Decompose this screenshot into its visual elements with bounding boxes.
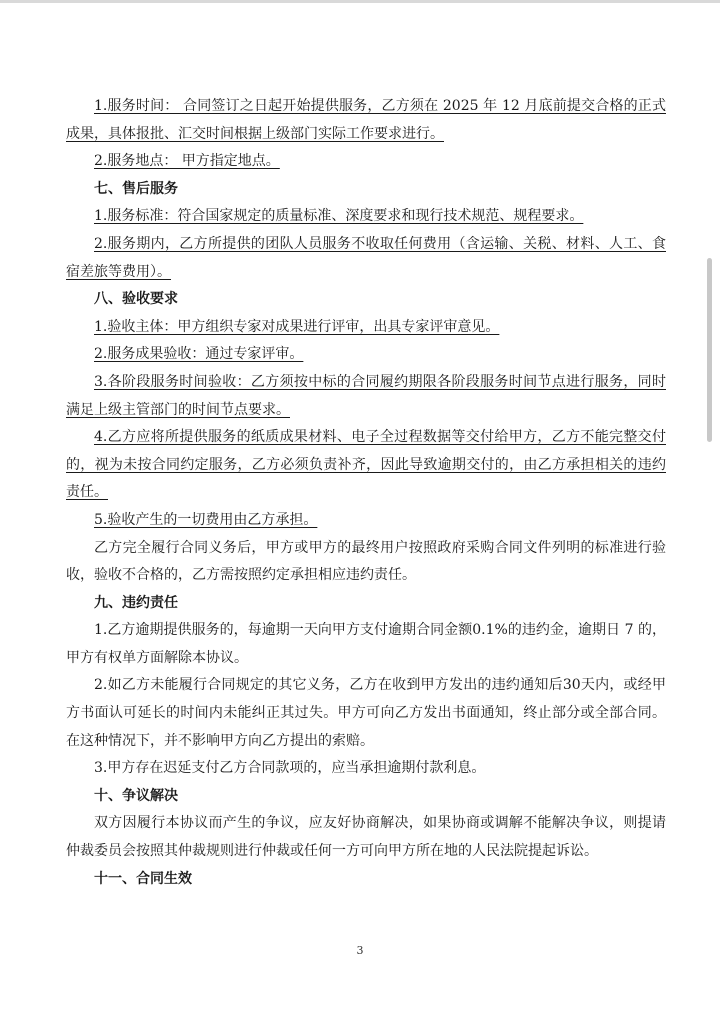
- paragraph: [66, 672, 666, 755]
- paragraph: [66, 424, 666, 507]
- paragraph: [66, 369, 666, 424]
- paragraph: [66, 507, 666, 535]
- section-heading-text: 九、违约责任: [94, 594, 178, 611]
- paragraph: [66, 231, 666, 286]
- paragraph: [66, 755, 666, 783]
- document-body: [66, 93, 666, 893]
- paragraph: [66, 617, 666, 672]
- paragraph: [66, 203, 666, 231]
- paragraph-text: 3.各阶段服务时间验收：乙方须按中标的合同履约期限各阶段服务时间节点进行服务，同时满足上级主管部门的时间节点要求。: [66, 373, 666, 418]
- paragraph: [66, 314, 666, 342]
- paragraph: [66, 341, 666, 369]
- section-heading-text: 八、验收要求: [94, 291, 178, 308]
- paragraph-text: 5.验收产生的一切费用由乙方承担。: [94, 511, 318, 528]
- paragraph: [66, 93, 666, 148]
- paragraph-text: 4.乙方应将所提供服务的纸质成果材料、电子全过程数据等交付给甲方，乙方不能完整交付的，视为未按合同约定服务，乙方必须负责补齐，因此导致逾期交付的，由乙方承担相关的违约责任。: [66, 429, 666, 501]
- paragraph-text: 1.服务时间： 合同签订之日起开始提供服务，乙方须在 2025 年 12 月底前提交合格的正式成果，具体报批、汇交时间根据上级部门实际工作要求进行。: [66, 98, 666, 142]
- paragraph-text: 2.服务成果验收：通过专家评审。: [94, 346, 304, 363]
- top-border: [0, 0, 720, 3]
- paragraph-text: 3.甲方存在迟延支付乙方合同款项的，应当承担逾期付款利息。: [94, 760, 486, 777]
- scrollbar-thumb[interactable]: [707, 258, 712, 442]
- paragraph-text: 乙方完全履行合同义务后，甲方或甲方的最终用户按照政府采购合同文件列明的标准进行验收，验收不合格的，乙方需按照约定承担相应违约责任。: [66, 539, 666, 584]
- paragraph-text: 1.验收主体：甲方组织专家对成果进行评审，出具专家评审意见。: [94, 318, 500, 335]
- section-heading: [94, 286, 666, 314]
- section-heading-text: 十一、合同生效: [94, 870, 192, 887]
- paragraph-text: 2.服务地点： 甲方指定地点。: [94, 153, 280, 170]
- section-heading: [94, 866, 666, 894]
- paragraph-text: 1.服务标准：符合国家规定的质量标准、深度要求和现行技术规范、规程要求。: [94, 208, 584, 225]
- paragraph-text: 1.乙方逾期提供服务的，每逾期一天向甲方支付逾期合同金额0.1%的违约金，逾期日 7 的，甲方有权单方面解除本协议。: [66, 622, 666, 666]
- paragraph: [66, 810, 666, 865]
- paragraph: [66, 535, 666, 590]
- paragraph-text: 2.服务期内，乙方所提供的团队人员服务不收取任何费用（含运输、关税、材料、人工、食宿差旅等费用）。: [66, 235, 666, 280]
- paragraph: [66, 148, 666, 176]
- page-number: 3: [356, 944, 364, 957]
- section-heading-text: 十、争议解决: [94, 787, 178, 804]
- paragraph-text: 双方因履行本协议而产生的争议，应友好协商解决，如果协商或调解不能解决争议，则提请仲裁委员会按照其仲裁规则进行仲裁或任何一方可向甲方所在地的人民法院提起诉讼。: [66, 815, 666, 860]
- section-heading: [94, 590, 666, 618]
- section-heading: [94, 783, 666, 811]
- paragraph-text: 2.如乙方未能履行合同规定的其它义务，乙方在收到甲方发出的违约通知后30天内，或经甲方书面认可延长的时间内未能纠正其过失。甲方可向乙方发出书面通知，终止部分或全部合同。在这种情况下，并不影响甲方向乙方提出的索赔。: [66, 677, 666, 749]
- section-heading: [94, 176, 666, 204]
- section-heading-text: 七、售后服务: [94, 180, 178, 197]
